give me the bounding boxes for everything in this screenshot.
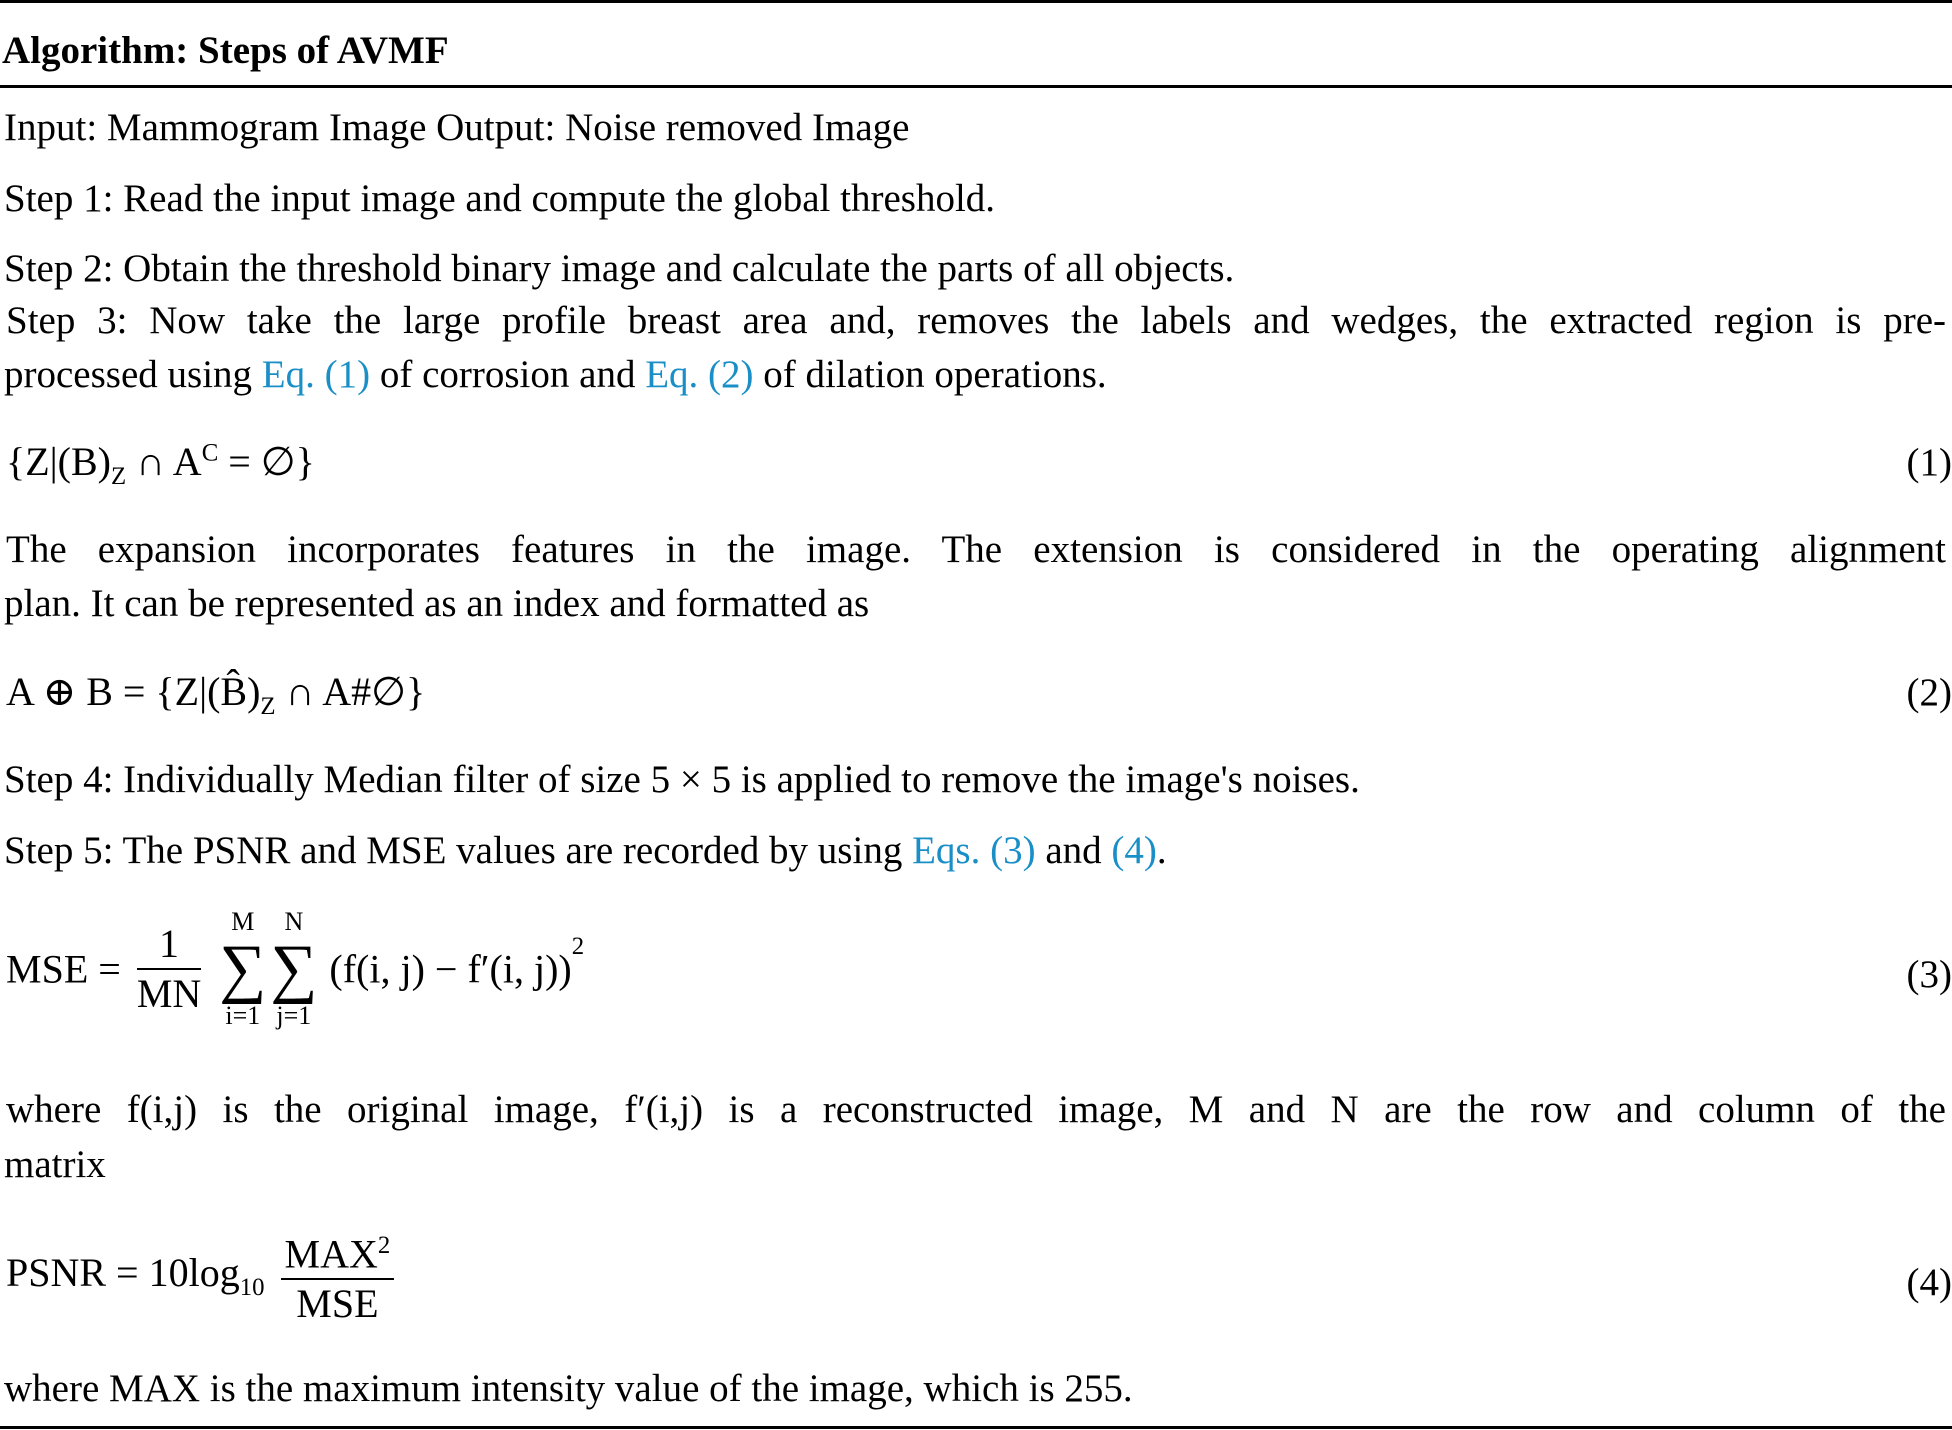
eq3-lhs: MSE = xyxy=(6,946,121,992)
eq4-num-sup: 2 xyxy=(377,1232,391,1259)
step-4: Step 4: Individually Median filter of size 5 × 5 is applied to remove the image's noises. xyxy=(4,758,1360,801)
step-3-line2 xyxy=(4,352,1107,398)
eq3-fraction xyxy=(137,920,201,1018)
sum-j-lower: j=1 xyxy=(276,1001,312,1030)
eq1-part-b: ∩ A xyxy=(126,439,202,484)
where-line2: matrix xyxy=(4,1143,106,1186)
eq3-link[interactable]: Eqs. (3) xyxy=(912,829,1036,872)
eq3-number: (3) xyxy=(1906,953,1952,996)
eq3-denominator: MN xyxy=(136,971,202,1016)
bottom-rule xyxy=(0,1426,1952,1429)
equation-2 xyxy=(6,668,425,721)
sigma-icon: ∑ xyxy=(219,932,267,1005)
step-3-text-a: processed using xyxy=(4,353,262,396)
step-2: Step 2: Obtain the threshold binary image and calculate the parts of all objects. xyxy=(4,247,1235,290)
sum-j-upper: N xyxy=(284,907,304,936)
eq2-part-b: ∩ A#∅} xyxy=(275,669,426,714)
eq1-link[interactable]: Eq. (1) xyxy=(261,353,371,396)
eq1-number: (1) xyxy=(1906,441,1952,484)
eq2-part-a: A ⊕ B = {Z|(B̂) xyxy=(6,669,261,714)
eq4-lhs: PSNR = 10log xyxy=(6,1249,240,1295)
sum-i-upper: M xyxy=(231,907,255,936)
eq2-number: (2) xyxy=(1906,671,1952,714)
io-line: Input: Mammogram Image Output: Noise removed Image xyxy=(4,106,910,149)
step-3-text-c: of dilation operations. xyxy=(753,353,1107,396)
equation-3 xyxy=(6,908,584,1030)
step-1: Step 1: Read the input image and compute the global threshold. xyxy=(4,177,996,220)
eq4-number: (4) xyxy=(1906,1261,1952,1304)
eq4-link[interactable]: (4) xyxy=(1111,829,1157,872)
eq4-fraction xyxy=(281,1222,395,1328)
eq4-numerator xyxy=(281,1222,395,1280)
algorithm-title: Algorithm: Steps of AVMF xyxy=(2,29,449,72)
equation-1 xyxy=(6,438,315,491)
step-5-text-a: Step 5: The PSNR and MSE values are recorded by using xyxy=(4,829,913,872)
sum-i-lower: i=1 xyxy=(225,1001,261,1030)
header-rule xyxy=(0,85,1952,88)
where-max-line: where MAX is the maximum intensity value of the image, which is 255. xyxy=(4,1367,1133,1410)
where-line1: where f(i,j) is the original image, f′(i,j) is a reconstructed image, M and N are the row and column of the xyxy=(6,1088,1946,1131)
eq1-part-a: {Z|(B) xyxy=(6,439,111,484)
eq4-denominator: MSE xyxy=(296,1281,379,1327)
sigma-icon: ∑ xyxy=(270,932,318,1005)
equation-4 xyxy=(6,1222,400,1328)
eq4-sub: 10 xyxy=(239,1273,265,1301)
eq3-sup: 2 xyxy=(571,933,585,961)
sum-i xyxy=(219,908,266,1030)
eq1-sup: C xyxy=(201,439,219,467)
sum-j xyxy=(270,908,317,1030)
eq4-num-text: MAX xyxy=(284,1231,378,1277)
top-rule xyxy=(0,0,1952,3)
step-5 xyxy=(4,828,1167,874)
eq3-numerator: 1 xyxy=(137,920,201,970)
eq1-sub: Z xyxy=(110,463,127,490)
expansion-line1: The expansion incorporates features in the image. The extension is considered in the operating alignment xyxy=(6,528,1946,571)
expansion-line2: plan. It can be represented as an index and formatted as xyxy=(4,582,870,625)
eq3-body: (f(i, j) − f′(i, j)) xyxy=(329,946,572,992)
step-5-text-b: and xyxy=(1035,829,1112,872)
eq2-link[interactable]: Eq. (2) xyxy=(645,353,754,396)
step-3-text-b: of corrosion and xyxy=(370,353,646,396)
step-5-text-c: . xyxy=(1156,829,1167,872)
eq2-sub: Z xyxy=(260,693,276,720)
eq1-part-c: = ∅} xyxy=(218,439,315,484)
step-3-line1: Step 3: Now take the large profile breast area and, removes the labels and wedges, the extracted region is pre- xyxy=(6,299,1946,342)
